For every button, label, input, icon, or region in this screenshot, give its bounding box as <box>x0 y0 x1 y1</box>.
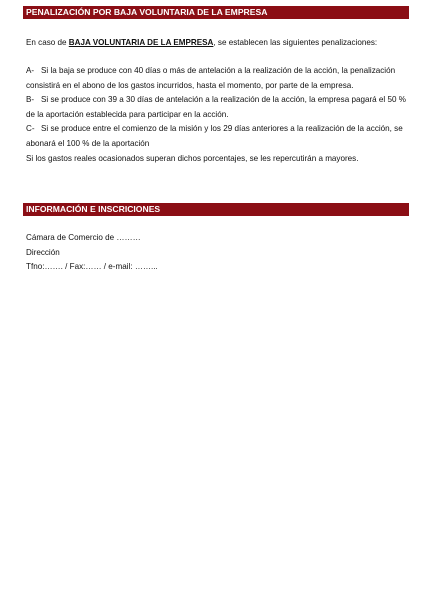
intro-text-after: , se establecen las siguientes penalizaciones: <box>213 38 378 47</box>
penalty-item-a <box>26 64 410 93</box>
penalty-item-b <box>26 93 410 122</box>
penalties-heading: PENALIZACIÓN POR BAJA VOLUNTARIA DE LA EMPRESA <box>23 6 409 19</box>
penalty-text: Si se produce con 39 a 30 días de antelación a la realización de la acción, la empresa pagará el 50 % de la aportación establecida para participar en la acción. <box>26 95 406 119</box>
chamber-line: Cámara de Comercio de ……… <box>26 233 141 242</box>
intro-emphasis: BAJA VOLUNTARIA DE LA EMPRESA <box>68 38 214 47</box>
address-line: Dirección <box>26 247 60 257</box>
info-heading: INFORMACIÓN E INSCRICIONES <box>23 203 409 216</box>
penalty-marker: A- <box>26 66 35 75</box>
info-section <box>26 231 410 275</box>
penalty-marker: C- <box>26 124 35 134</box>
penalties-list <box>26 64 410 166</box>
penalty-text: Si la baja se produce con 40 días o más de antelación a la realización de la acción, la penalización consistirá en el abono de los gastos incurridos, hasta el momento, por parte de la empresa. <box>26 66 396 90</box>
contact-line: Tfno:……. / Fax:…… / e-mail: ……... <box>26 262 158 272</box>
penalties-footer-note: Si los gastos reales ocasionados superan dichos porcentajes, se les repercutirán a mayores. <box>26 153 359 163</box>
penalty-item-c <box>26 122 410 151</box>
intro-text-before: En caso de <box>26 38 67 47</box>
penalty-text: Si se produce entre el comienzo de la misión y los 29 días anteriores a la realización de la acción, se abonará el 100 % de la aportación <box>26 124 403 148</box>
penalty-marker: B- <box>26 95 35 105</box>
penalties-intro <box>26 36 410 51</box>
